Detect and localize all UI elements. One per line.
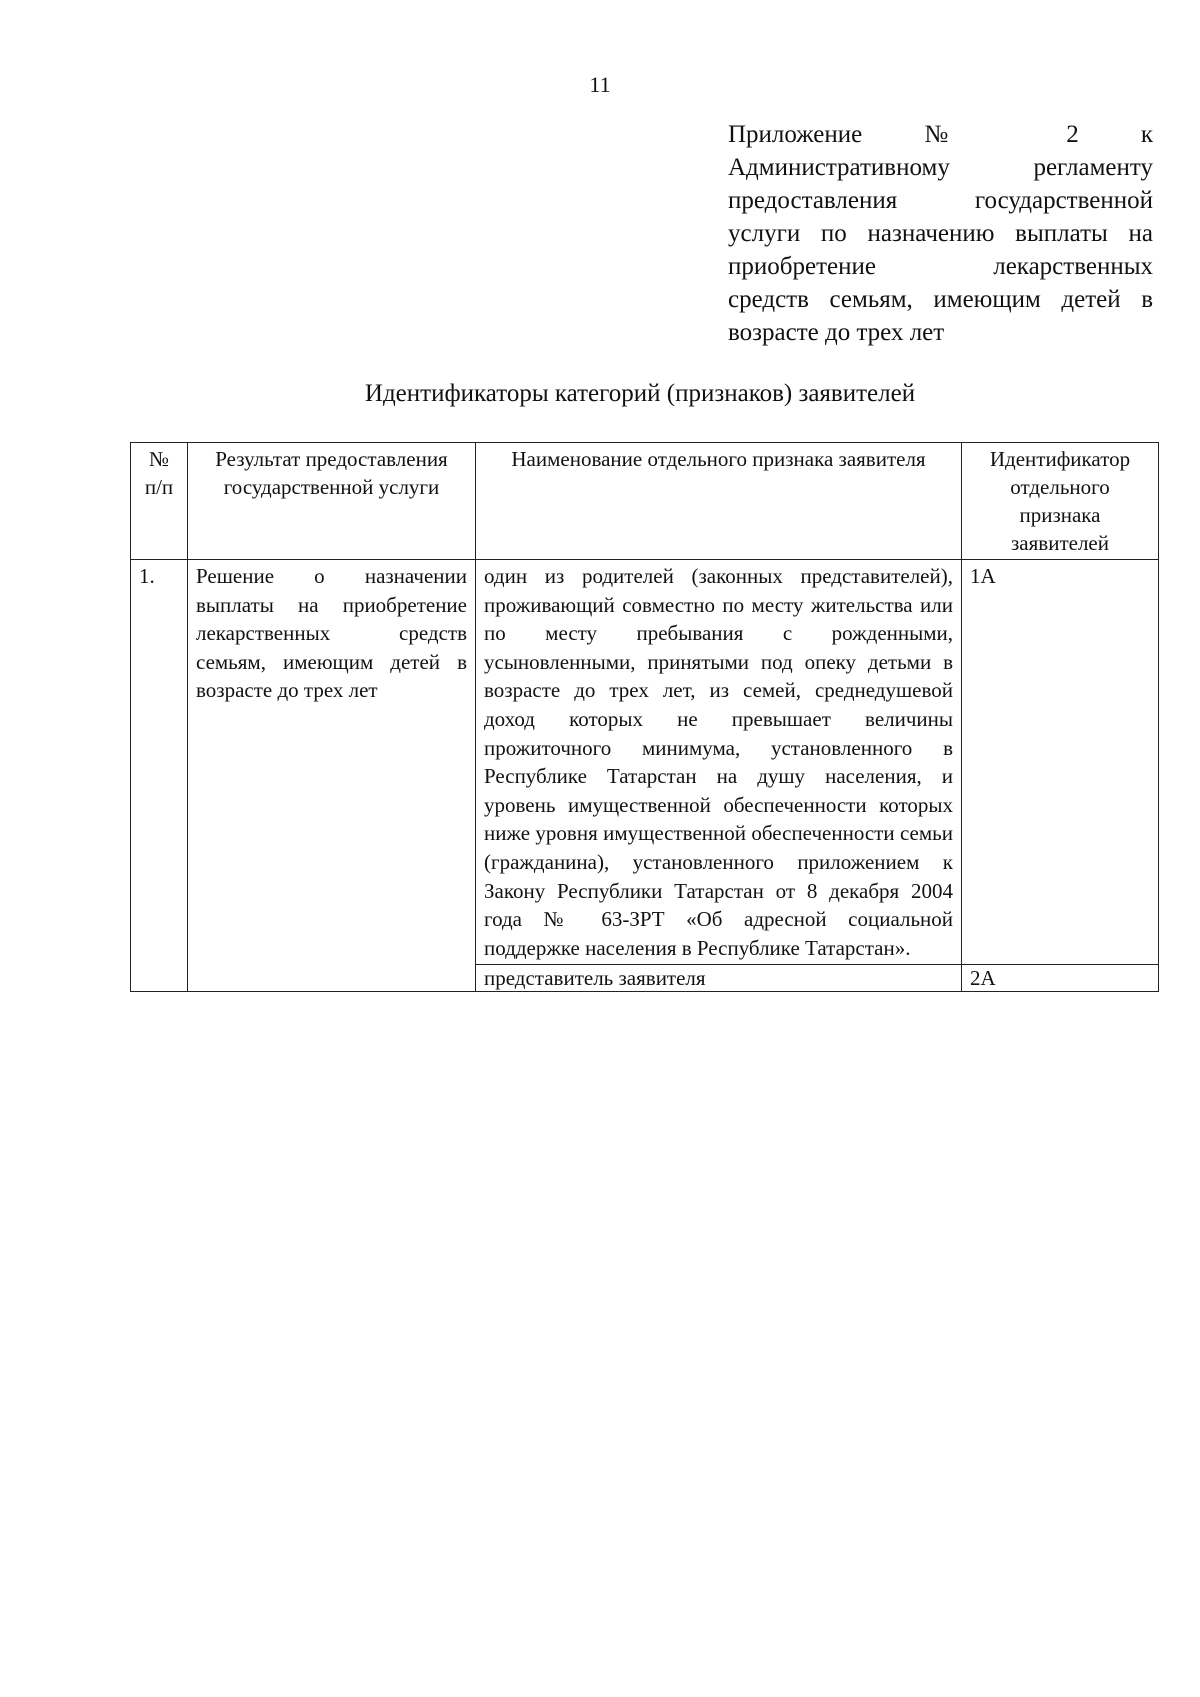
row-identifier: 1А bbox=[962, 560, 1159, 965]
appendix-line: предоставления государственной bbox=[728, 187, 1153, 214]
appendix-line: услуги по назначению выплаты на bbox=[728, 220, 1153, 247]
document-title: Идентификаторы категорий (признаков) заявителей bbox=[364, 380, 916, 407]
row-feature: один из родителей (законных представителей), проживающий совместно по месту жительства или по месту пребывания с рожденными, усыновленными, принятыми под опеку детьми в возрасте до трех лет, из семей, среднедушевой доход которых не превышает величины прожиточного минимума, установленного в Республике Татарстан на душу населения, и уровень имущественной обеспеченности которых ниже уровня имущественной обеспеченности семьи (гражданина), установленного приложением к Закону Республики Татарстан от 8 декабря 2004 года № 63-ЗРТ «Об адресной социальной поддержке населения в Республике Татарстан». bbox=[476, 560, 962, 965]
page-number: 11 bbox=[589, 72, 611, 97]
header-identifier: Идентификатор отдельного признака заявителей bbox=[962, 443, 1159, 560]
row-identifier: 2А bbox=[962, 965, 1159, 992]
table-row bbox=[131, 560, 1159, 965]
row-number: 1. bbox=[131, 560, 188, 992]
appendix-line: Административному регламенту bbox=[728, 154, 1153, 181]
row-feature: представитель заявителя bbox=[476, 965, 962, 992]
header-result: Результат предоставления государственной услуги bbox=[188, 443, 476, 560]
header-feature: Наименование отдельного признака заявителя bbox=[476, 443, 962, 560]
appendix-note bbox=[728, 118, 1153, 349]
appendix-line: возрасте до трех лет bbox=[728, 319, 945, 346]
identifiers-table bbox=[130, 442, 1159, 992]
appendix-line: приобретение лекарственных bbox=[728, 253, 1153, 280]
appendix-line: средств семьям, имеющим детей в bbox=[728, 286, 1153, 313]
row-result: Решение о назначении выплаты на приобретение лекарственных средств семьям, имеющим детей в возрасте до трех лет bbox=[188, 560, 476, 992]
table-header-row bbox=[131, 443, 1159, 560]
header-number: № п/п bbox=[131, 443, 188, 560]
appendix-line: Приложение № 2 к bbox=[728, 121, 1153, 148]
